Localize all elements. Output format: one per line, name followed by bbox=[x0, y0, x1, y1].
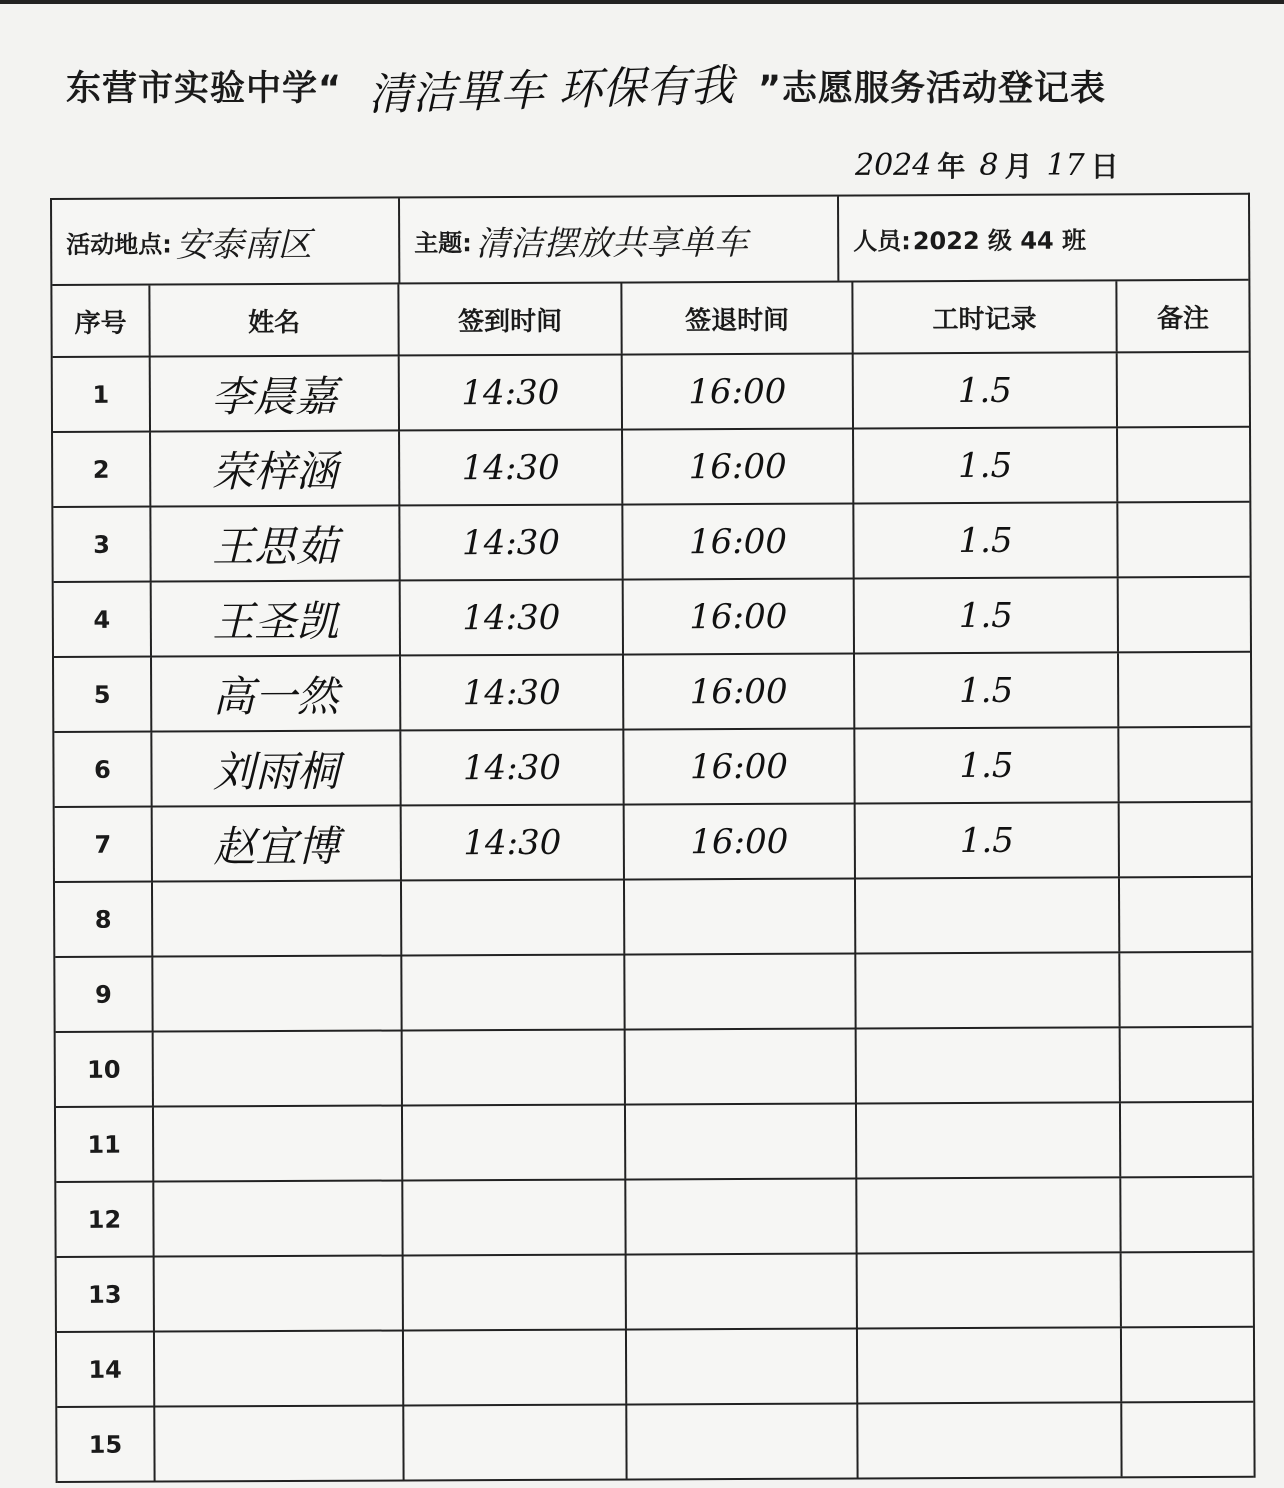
registration-table bbox=[50, 193, 1256, 1483]
theme-value: 清洁摆放共享单车 bbox=[475, 222, 748, 264]
row-note-cell bbox=[1119, 578, 1250, 652]
row-sign-in-cell bbox=[400, 506, 623, 580]
row-hours-cell bbox=[855, 653, 1119, 727]
row-note-cell bbox=[1118, 428, 1249, 502]
table-row bbox=[53, 503, 1249, 583]
row-no-cell bbox=[57, 1333, 155, 1406]
row-sign-out-cell bbox=[623, 429, 854, 503]
row-sign-out-cell bbox=[625, 804, 856, 878]
table-row bbox=[53, 428, 1249, 508]
header-sign-in-label: 签到时间 bbox=[457, 306, 563, 337]
table-row bbox=[56, 1028, 1252, 1108]
row-sign-in: 14:30 bbox=[462, 747, 562, 788]
row-no-cell bbox=[53, 433, 151, 506]
row-name-cell bbox=[154, 1181, 403, 1255]
table-row bbox=[56, 1103, 1252, 1183]
row-name-cell bbox=[155, 1256, 404, 1330]
row-hours-cell bbox=[858, 1328, 1122, 1402]
row-sign-in-cell bbox=[403, 1030, 626, 1104]
date-day: 17 bbox=[1046, 147, 1085, 183]
row-sign-out-cell bbox=[624, 579, 855, 653]
row-hours-cell bbox=[854, 503, 1118, 577]
row-sign-in-cell bbox=[404, 1330, 627, 1404]
row-no-cell bbox=[56, 1108, 154, 1181]
row-note-cell bbox=[1122, 1253, 1253, 1327]
row-sign-in: 14:30 bbox=[461, 372, 560, 413]
people-label: 人员: bbox=[853, 226, 911, 255]
theme-label: 主题: bbox=[414, 228, 472, 257]
row-sign-out-cell bbox=[624, 654, 855, 728]
row-note-cell bbox=[1122, 1403, 1253, 1477]
row-name: 刘雨桐 bbox=[212, 746, 340, 796]
row-note-cell bbox=[1119, 653, 1250, 727]
table-row bbox=[55, 803, 1251, 883]
table-row bbox=[56, 1178, 1252, 1258]
row-no-cell bbox=[56, 1033, 154, 1106]
row-hours-cell bbox=[856, 953, 1120, 1027]
row-sign-in-cell bbox=[402, 805, 625, 879]
row-name-cell bbox=[152, 581, 401, 655]
row-hours-cell bbox=[855, 728, 1119, 802]
row-sign-in-cell bbox=[401, 730, 624, 804]
row-note-cell bbox=[1119, 728, 1250, 802]
row-no-cell bbox=[57, 1408, 155, 1481]
row-no: 6 bbox=[94, 755, 111, 784]
date-month: 8 bbox=[979, 147, 999, 183]
row-sign-out-cell bbox=[624, 729, 855, 803]
row-name: 赵宜博 bbox=[213, 821, 340, 871]
row-sign-in-cell bbox=[403, 1180, 626, 1254]
row-sign-in-cell bbox=[404, 1255, 627, 1329]
table-row bbox=[55, 878, 1251, 958]
row-note-cell bbox=[1120, 803, 1251, 877]
title-suffix: ”志愿服务活动登记表 bbox=[758, 69, 1107, 109]
table-row bbox=[54, 578, 1250, 658]
row-no: 2 bbox=[92, 455, 110, 484]
row-sign-in-cell bbox=[400, 431, 623, 505]
row-no: 7 bbox=[94, 830, 112, 859]
row-name-cell bbox=[155, 1406, 404, 1480]
row-sign-in: 14:30 bbox=[461, 447, 560, 488]
row-sign-out: 16:00 bbox=[688, 521, 788, 562]
header-no bbox=[52, 286, 150, 356]
row-no-cell bbox=[54, 733, 152, 806]
form-title bbox=[66, 46, 1246, 126]
row-sign-out: 16:00 bbox=[688, 371, 787, 412]
row-no: 15 bbox=[88, 1430, 123, 1459]
header-no-label: 序号 bbox=[74, 308, 127, 339]
row-hours-cell bbox=[858, 1253, 1122, 1327]
table-row bbox=[57, 1253, 1253, 1333]
row-no: 5 bbox=[93, 680, 111, 709]
row-no: 10 bbox=[87, 1055, 121, 1084]
row-name: 荣梓涵 bbox=[211, 446, 338, 496]
row-note-cell bbox=[1118, 353, 1249, 427]
table-row bbox=[55, 953, 1251, 1033]
row-sign-out: 16:00 bbox=[689, 746, 789, 787]
row-sign-out: 16:00 bbox=[688, 446, 787, 487]
row-sign-in-cell bbox=[401, 581, 624, 655]
row-sign-in-cell bbox=[400, 356, 623, 430]
row-no-cell bbox=[55, 958, 153, 1031]
row-hours-cell bbox=[855, 578, 1119, 652]
row-hours-cell bbox=[854, 428, 1118, 502]
row-hours: 1.5 bbox=[959, 670, 1014, 711]
row-hours-cell bbox=[856, 803, 1120, 877]
row-sign-out-cell bbox=[627, 1404, 858, 1478]
header-note bbox=[1117, 281, 1248, 352]
row-sign-out-cell bbox=[625, 954, 856, 1028]
row-no-cell bbox=[54, 658, 152, 731]
page-top-edge bbox=[0, 0, 1284, 4]
date-year: 2024 bbox=[855, 147, 932, 183]
row-hours-cell bbox=[857, 1178, 1121, 1252]
row-sign-in: 14:30 bbox=[463, 822, 562, 863]
row-name-cell bbox=[152, 731, 401, 805]
location-cell bbox=[52, 198, 400, 284]
row-sign-out-cell bbox=[623, 504, 854, 578]
title-prefix: 东营市实验中学“ bbox=[66, 69, 343, 109]
row-name-cell bbox=[151, 431, 400, 505]
row-no-cell bbox=[56, 1183, 154, 1256]
row-no: 14 bbox=[88, 1355, 122, 1384]
row-sign-in-cell bbox=[401, 655, 624, 729]
theme-cell bbox=[400, 197, 839, 283]
row-no-cell bbox=[54, 583, 152, 656]
row-hours: 1.5 bbox=[959, 745, 1014, 786]
table-row bbox=[57, 1328, 1253, 1408]
location-value: 安泰南区 bbox=[175, 224, 312, 265]
row-sign-in: 14:30 bbox=[462, 672, 561, 713]
row-sign-out-cell bbox=[627, 1254, 858, 1328]
row-sign-in: 14:30 bbox=[462, 597, 561, 638]
row-sign-out: 16:00 bbox=[689, 596, 788, 637]
row-name: 高一然 bbox=[212, 671, 339, 721]
row-no: 4 bbox=[93, 605, 111, 634]
table-row bbox=[53, 353, 1249, 433]
location-label: 活动地点: bbox=[66, 229, 172, 259]
header-name bbox=[150, 284, 399, 355]
row-sign-in: 14:30 bbox=[461, 522, 561, 563]
row-sign-in-cell bbox=[402, 955, 625, 1029]
row-no: 13 bbox=[88, 1280, 122, 1309]
date-year-unit: 年 bbox=[937, 150, 966, 183]
row-no-cell bbox=[55, 883, 153, 956]
date-day-unit: 日 bbox=[1090, 150, 1119, 183]
row-hours-cell bbox=[856, 878, 1120, 952]
row-note-cell bbox=[1120, 878, 1251, 952]
table-row bbox=[54, 653, 1250, 733]
header-note-label: 备注 bbox=[1156, 303, 1210, 334]
title-handwritten-theme: 清洁單车 环保有我 bbox=[367, 60, 735, 121]
header-sign-out bbox=[622, 282, 853, 353]
row-sign-out-cell bbox=[625, 879, 856, 953]
row-hours: 1.5 bbox=[959, 820, 1014, 861]
row-hours-cell bbox=[857, 1103, 1121, 1177]
row-name: 王思茹 bbox=[211, 521, 339, 571]
row-note-cell bbox=[1121, 1178, 1252, 1252]
row-note-cell bbox=[1121, 1103, 1252, 1177]
table-header-row bbox=[52, 281, 1248, 358]
row-hours: 1.5 bbox=[957, 370, 1012, 411]
row-no-cell bbox=[53, 508, 151, 581]
row-name-cell bbox=[153, 806, 402, 880]
row-sign-out-cell bbox=[623, 354, 854, 428]
header-hours-label: 工时记录 bbox=[932, 304, 1037, 335]
row-note-cell bbox=[1120, 953, 1251, 1027]
table-row bbox=[57, 1403, 1253, 1483]
row-hours: 1.5 bbox=[958, 520, 1013, 561]
header-sign-out-label: 签退时间 bbox=[684, 305, 790, 336]
info-row bbox=[52, 195, 1248, 286]
row-hours-cell bbox=[858, 1403, 1122, 1477]
date-line bbox=[855, 140, 1133, 190]
row-no: 1 bbox=[92, 380, 110, 409]
row-no: 3 bbox=[93, 530, 110, 559]
row-no: 12 bbox=[87, 1205, 122, 1234]
row-sign-in-cell bbox=[404, 1405, 627, 1479]
row-name-cell bbox=[154, 1031, 403, 1105]
row-no-cell bbox=[57, 1258, 155, 1331]
row-name-cell bbox=[153, 956, 402, 1030]
row-sign-out: 16:00 bbox=[689, 671, 788, 712]
row-note-cell bbox=[1122, 1328, 1253, 1402]
row-sign-in-cell bbox=[402, 880, 625, 954]
date-month-unit: 月 bbox=[1004, 150, 1033, 183]
header-name-label: 姓名 bbox=[247, 307, 301, 338]
row-sign-out-cell bbox=[626, 1104, 857, 1178]
people-value: 2022 级 44 班 bbox=[912, 225, 1087, 255]
row-name-cell bbox=[154, 1106, 403, 1180]
people-cell bbox=[839, 195, 1248, 281]
row-sign-out: 16:00 bbox=[690, 821, 789, 862]
row-name-cell bbox=[155, 1331, 404, 1405]
header-sign-in bbox=[399, 284, 622, 355]
row-hours-cell bbox=[854, 353, 1118, 427]
row-name: 李晨嘉 bbox=[211, 371, 338, 421]
row-hours-cell bbox=[857, 1028, 1121, 1102]
row-hours: 1.5 bbox=[958, 595, 1013, 636]
header-hours bbox=[853, 281, 1117, 352]
row-no: 8 bbox=[94, 905, 112, 934]
table-body bbox=[53, 353, 1254, 1483]
row-name-cell bbox=[153, 881, 402, 955]
row-name-cell bbox=[151, 356, 400, 430]
row-sign-out-cell bbox=[626, 1029, 857, 1103]
table-row bbox=[54, 728, 1250, 808]
row-note-cell bbox=[1118, 503, 1249, 577]
row-sign-out-cell bbox=[627, 1329, 858, 1403]
row-note-cell bbox=[1121, 1028, 1252, 1102]
row-name: 王圣凯 bbox=[212, 596, 339, 646]
row-hours: 1.5 bbox=[958, 445, 1013, 486]
row-no: 9 bbox=[95, 980, 112, 1009]
row-no-cell bbox=[55, 808, 153, 881]
row-name-cell bbox=[152, 656, 401, 730]
row-no-cell bbox=[53, 358, 151, 431]
row-no: 11 bbox=[87, 1130, 121, 1159]
row-sign-in-cell bbox=[403, 1105, 626, 1179]
row-sign-out-cell bbox=[626, 1179, 857, 1253]
row-name-cell bbox=[151, 506, 400, 580]
